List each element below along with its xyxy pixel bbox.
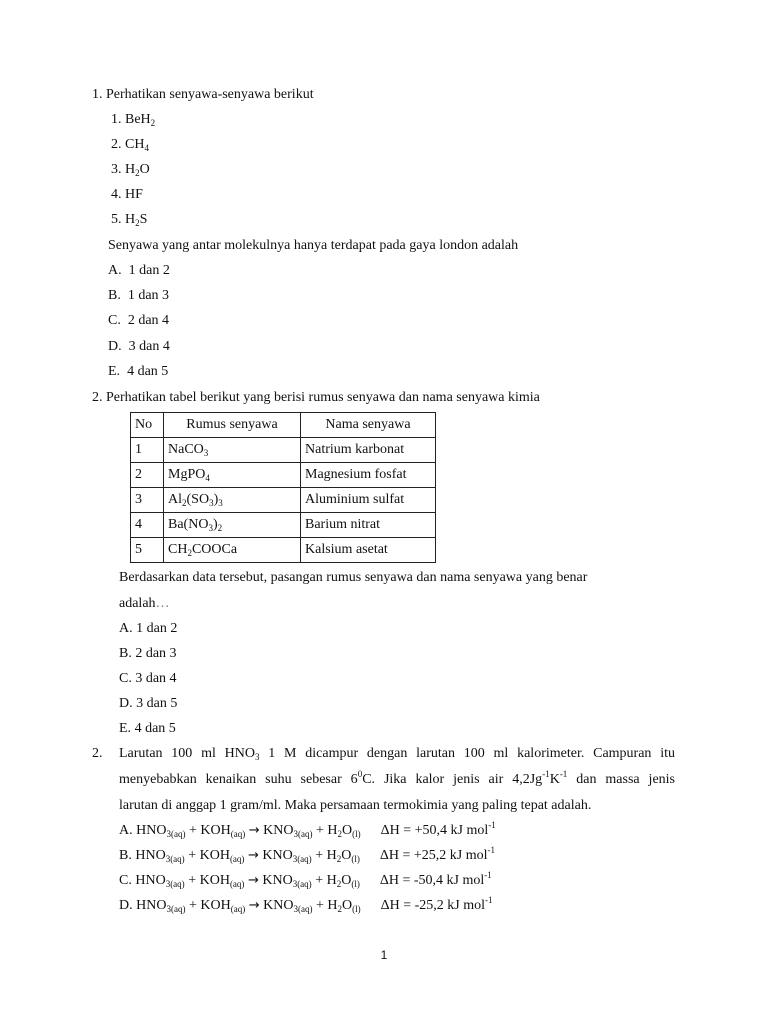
- q1-stem: 1. Perhatikan senyawa-senyawa berikut: [92, 87, 314, 102]
- q3-number: 2.: [92, 746, 103, 761]
- q3-option-b: B. $HNO_{3(aq)} + KOH_{(aq)} \to KNO_{3(aq)} + H_2O_{(l)}$ ΔH = +25,2 kJ mol$^{-1}$: [119, 845, 495, 864]
- table-cell-formula: $Al_2(SO_3)_3$: [164, 488, 301, 513]
- table-cell-name: Barium nitrat: [301, 513, 436, 538]
- arrow-icon: →: [247, 848, 259, 863]
- q2-question-line1: Berdasarkan data tersebut, pasangan rumus senyawa dan nama senyawa yang benar: [119, 570, 588, 585]
- q3-option-d: D. $HNO_{3(aq)} + KOH_{(aq)} \to KNO_{3(aq)} + H_2O_{(l)}$ ΔH = -25,2 kJ mol$^{-1}$: [119, 895, 493, 914]
- table-header-cell: No: [131, 413, 164, 438]
- q3-option-a: A. $HNO_{3(aq)} + KOH_{(aq)} \to KNO_{3(aq)} + H_2O_{(l)}$ ΔH = +50,4 kJ mol$^{-1}$: [119, 820, 496, 839]
- table-row: [131, 538, 436, 563]
- q3-option-c: C. $HNO_{3(aq)} + KOH_{(aq)} \to KNO_{3(aq)} + H_2O_{(l)}$ ΔH = -50,4 kJ mol$^{-1}$: [119, 870, 492, 889]
- q1-item-4: 4. HF: [111, 187, 143, 202]
- q2-option-d: D. 3 dan 5: [119, 696, 178, 711]
- q2-question-line2: adalah…: [119, 596, 170, 611]
- table-cell-name: Natrium karbonat: [301, 438, 436, 463]
- q1-option-e: E. 4 dan 5: [108, 364, 169, 379]
- page-number: 1: [380, 948, 388, 962]
- q1-item-1: 1. BeH$_2$: [111, 112, 156, 128]
- table-cell-no: 1: [131, 438, 164, 463]
- table-row: [131, 438, 436, 463]
- q1-option-d: D. 3 dan 4: [108, 339, 170, 354]
- q1-item-3: 3. $H_2O$: [111, 162, 150, 178]
- q3-line1: Larutan 100 ml $HNO_3$ 1 M dicampur dengan larutan 100 ml kalorimeter. Campuran itu: [119, 746, 675, 762]
- q3-line3: larutan di anggap 1 gram/ml. Maka persamaan termokimia yang paling tepat adalah.: [119, 798, 592, 813]
- q3-line2: menyebabkan kenaikan suhu sebesar $6^0C$. Jika kalor jenis air $4,2Jg^{-1}K^{-1}$ dan massa jenis: [119, 769, 675, 787]
- q1-option-a: A. 1 dan 2: [108, 263, 170, 278]
- table-cell-formula: $Ba(NO_3)_2$: [164, 513, 301, 538]
- q2-option-c: C. 3 dan 4: [119, 671, 177, 686]
- arrow-icon: →: [247, 873, 259, 888]
- q1-item-5: 5. $H_2S$: [111, 212, 148, 228]
- table-row: [131, 488, 436, 513]
- q1-option-b: B. 1 dan 3: [108, 288, 170, 303]
- table-cell-no: 5: [131, 538, 164, 563]
- table-cell-name: Kalsium asetat: [301, 538, 436, 563]
- table-cell-no: 3: [131, 488, 164, 513]
- arrow-icon: →: [248, 823, 260, 838]
- table-cell-formula: NaCO$_3$: [164, 438, 301, 463]
- table-header-cell: Nama senyawa: [301, 413, 436, 438]
- table-header-cell: Rumus senyawa: [164, 413, 301, 438]
- q1-question: Senyawa yang antar molekulnya hanya terdapat pada gaya london adalah: [108, 238, 519, 253]
- q2-stem: 2. Perhatikan tabel berikut yang berisi rumus senyawa dan nama senyawa kimia: [92, 390, 540, 405]
- q2-option-a: A. 1 dan 2: [119, 621, 178, 636]
- table-cell-no: 4: [131, 513, 164, 538]
- table-cell-formula: $CH_2COOCa$: [164, 538, 301, 563]
- q2-option-b: B. 2 dan 3: [119, 646, 177, 661]
- table-cell-name: Aluminium sulfat: [301, 488, 436, 513]
- q1-item-2: 2. $CH_4$: [111, 137, 149, 153]
- q1-option-c: C. 2 dan 4: [108, 313, 170, 328]
- table-cell-name: Magnesium fosfat: [301, 463, 436, 488]
- q2-option-e: E. 4 dan 5: [119, 721, 176, 736]
- table-row: [131, 513, 436, 538]
- table-row: [131, 463, 436, 488]
- table-cell-formula: MgPO$_4$: [164, 463, 301, 488]
- table-cell-no: 2: [131, 463, 164, 488]
- arrow-icon: →: [248, 898, 260, 913]
- compound-table: [130, 412, 436, 563]
- table-header-row: [131, 413, 436, 438]
